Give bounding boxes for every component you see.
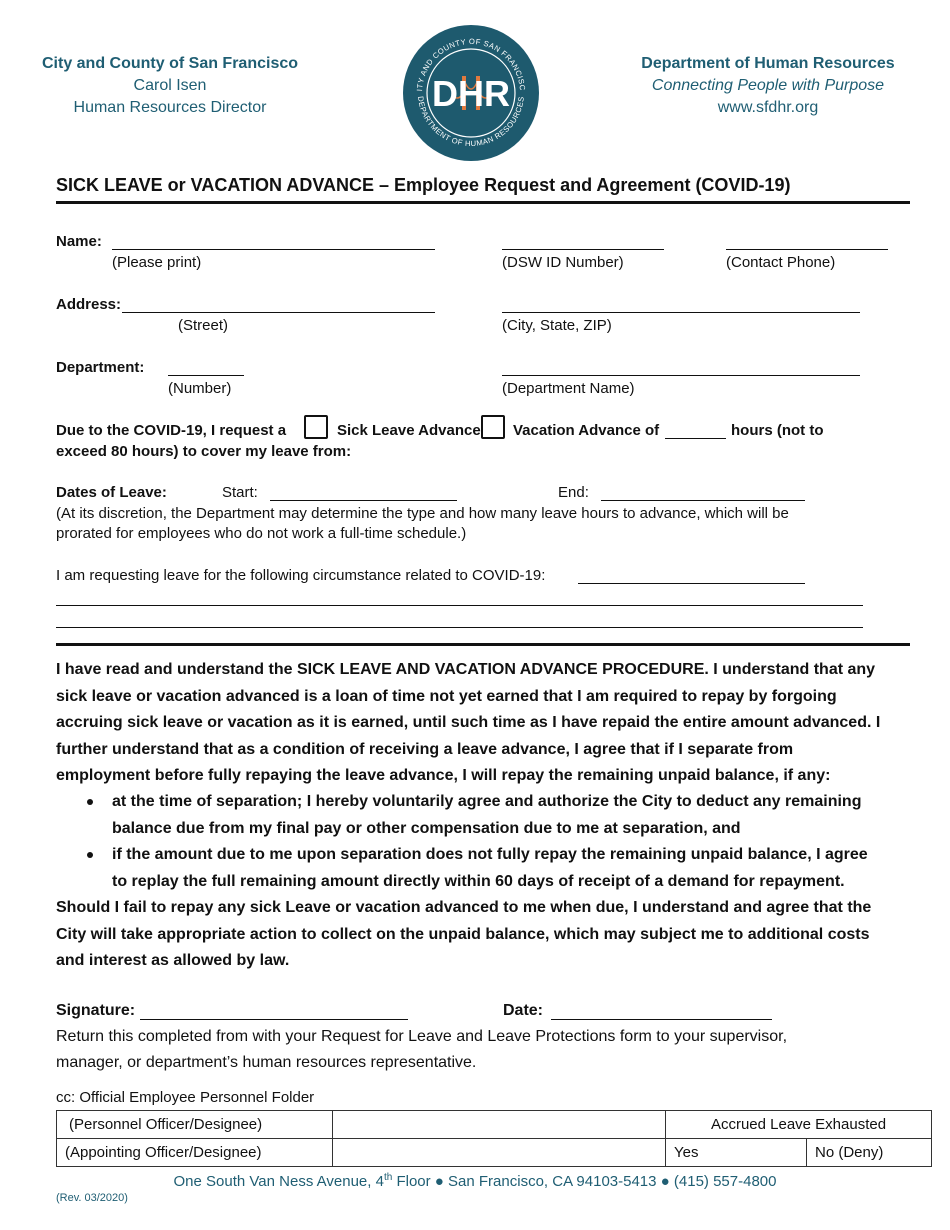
dept-number-hint: (Number): [168, 380, 232, 397]
dates-label: Dates of Leave:: [56, 484, 167, 501]
address-label: Address:: [56, 296, 122, 313]
org-name: City and County of San Francisco: [41, 55, 299, 72]
contact-phone-input[interactable]: [726, 232, 886, 250]
bullet-item-2: [112, 842, 868, 895]
phone-hint: (Contact Phone): [726, 254, 836, 271]
agreement-paragraph: [56, 657, 880, 790]
request-intro: Due to the COVID-19, I request a: [56, 422, 287, 439]
circumstance-label: I am requesting leave for the following circumstance related to COVID-19:: [56, 567, 546, 584]
website-link[interactable]: www.sfdhr.org: [717, 99, 819, 116]
name-input[interactable]: [112, 232, 434, 250]
dsw-id-input[interactable]: [502, 232, 662, 250]
discretion-line-2: prorated for employees who do not work a full-time schedule.): [56, 525, 467, 542]
discretion-line-1: (At its discretion, the Department may determine the type and how many leave hours to advance, which will be: [56, 505, 789, 522]
agreement-line: sick leave or vacation advanced is a loan of time not yet earned that I am required to repay by forgoing: [56, 687, 837, 705]
end-label: End:: [558, 484, 589, 501]
date-input[interactable]: [551, 1001, 770, 1019]
form-title: SICK LEAVE or VACATION ADVANCE – Employee Request and Agreement (COVID-19): [56, 175, 791, 195]
agreement-line: further understand that as a condition of receiving a leave advance, I agree that if I separate from: [56, 740, 794, 758]
director-name: Carol Isen: [133, 77, 207, 94]
bullet-item-1: [112, 789, 861, 842]
appointing-signature-cell[interactable]: [333, 1139, 666, 1167]
dhr-seal: [402, 24, 540, 162]
agreement-line: I have read and understand the SICK LEAVE AND VACATION ADVANCE PROCEDURE. I understand that any: [56, 661, 876, 678]
circumstance-line-2[interactable]: [56, 587, 861, 605]
department-label: Department:: [56, 359, 145, 376]
bullet-icon: [87, 852, 93, 858]
date-label: Date:: [503, 1002, 544, 1019]
personnel-signature-cell[interactable]: [333, 1111, 666, 1139]
hours-text: hours (not to: [731, 422, 824, 439]
end-date-input[interactable]: [601, 483, 803, 501]
title-rule: [56, 201, 910, 204]
accrued-leave-header: Accrued Leave Exhausted: [666, 1111, 932, 1139]
no-deny-cell[interactable]: No (Deny): [807, 1139, 932, 1167]
director-role: Human Resources Director: [73, 99, 267, 116]
closing-line: and interest as allowed by law.: [56, 952, 290, 969]
bullet-line: at the time of separation; I hereby voluntarily agree and authorize the City to deduct any remaining: [112, 793, 862, 810]
dsw-hint: (DSW ID Number): [502, 254, 624, 271]
agreement-line: accruing sick leave or vacation as it is earned, until such time as I have repaid the entire amount advanced. I: [56, 714, 881, 731]
header-left: [30, 53, 310, 119]
yes-cell[interactable]: Yes: [666, 1139, 807, 1167]
vacation-hours-input[interactable]: [665, 421, 725, 439]
dept-number-input[interactable]: [168, 358, 242, 376]
bullet-line: if the amount due to me upon separation does not fully repay the remaining unpaid balance, I agree: [112, 846, 868, 863]
circumstance-line-3[interactable]: [56, 609, 861, 627]
vacation-label: Vacation Advance of: [513, 422, 660, 439]
dept-name-input[interactable]: [502, 358, 858, 376]
city-state-zip-input[interactable]: [502, 295, 858, 313]
return-line-2: manager, or department’s human resources representative.: [56, 1054, 477, 1071]
bullet-icon: [87, 799, 93, 805]
header-right: [628, 53, 908, 119]
footer-address-part: One South Van Ness Avenue, 4: [173, 1173, 384, 1190]
sick-leave-checkbox[interactable]: [304, 415, 328, 439]
circumstance-input[interactable]: [578, 566, 803, 584]
tagline: Connecting People with Purpose: [651, 77, 885, 94]
street-hint: (Street): [178, 317, 229, 334]
dept-name-hint: (Department Name): [502, 380, 635, 397]
revision-note: (Rev. 03/2020): [56, 1192, 128, 1204]
seal-ring-text: ITY AND COUNTY OF SAN FRANCISC: [415, 36, 528, 92]
closing-line: Should I fail to repay any sick Leave or vacation advanced to me when due, I understand and agree that the: [56, 899, 872, 916]
bullet-line: to replay the full remaining amount directly within 60 days of receipt of a demand for repayment.: [112, 872, 845, 890]
appointing-officer-cell: (Appointing Officer/Designee): [57, 1139, 333, 1167]
vacation-checkbox[interactable]: [481, 415, 505, 439]
footer-superscript: th: [383, 1172, 393, 1183]
seal-logo-text: DHR: [432, 73, 510, 114]
city-hint: (City, State, ZIP): [502, 317, 612, 334]
agreement-line: employment before fully repaying the leave advance, I will repay the remaining unpaid balance, if any:: [56, 767, 831, 784]
footer-address: [0, 1172, 950, 1190]
dept-name: Department of Human Resources: [641, 55, 895, 72]
sick-leave-label: Sick Leave Advance: [337, 422, 481, 439]
approval-table: [56, 1110, 932, 1167]
name-hint: (Please print): [112, 254, 202, 271]
signature-input[interactable]: [140, 1001, 406, 1019]
start-date-input[interactable]: [270, 483, 456, 501]
name-label: Name:: [56, 233, 102, 250]
request-line-2: exceed 80 hours) to cover my leave from:: [56, 443, 352, 460]
closing-paragraph: [56, 895, 871, 975]
closing-line: City will take appropriate action to collect on the unpaid balance, which may subject me to additional costs: [56, 925, 870, 943]
bullet-line: balance due from my final pay or other compensation due to me at separation, and: [112, 819, 741, 837]
start-label: Start:: [222, 484, 258, 501]
svg-text:DEPARTMENT OF HUMAN RESOURCES: DEPARTMENT OF HUMAN RESOURCES: [416, 95, 526, 149]
signature-label: Signature:: [56, 1002, 136, 1019]
personnel-officer-cell: (Personnel Officer/Designee): [57, 1111, 333, 1139]
street-input[interactable]: [122, 295, 434, 313]
cc-note: cc: Official Employee Personnel Folder: [56, 1089, 315, 1106]
section-rule: [56, 643, 910, 646]
footer-address-part: Floor ● San Francisco, CA 94103-5413 ● (415) 557-4800: [392, 1173, 777, 1190]
return-line-1: Return this completed from with your Request for Leave and Leave Protections form to your supervisor,: [56, 1028, 788, 1045]
